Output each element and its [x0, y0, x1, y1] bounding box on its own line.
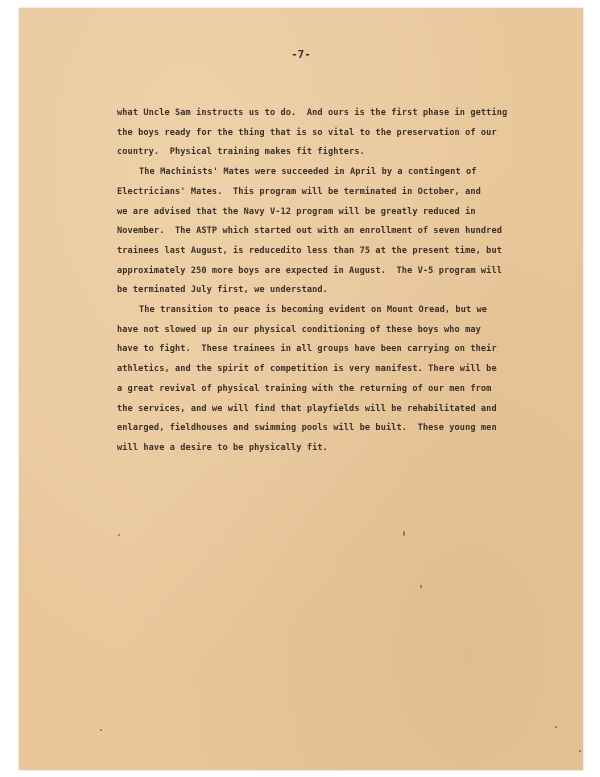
paper-speck — [403, 531, 405, 536]
text-line: the boys ready for the thing that is so vital to the preservation of our — [117, 127, 497, 138]
text-line: The transition to peace is becoming evident on Mount Oread, but we — [139, 305, 488, 316]
text-line: we are advised that the Navy V-12 program will be greatly reduced in — [117, 206, 476, 217]
text-line: approximately 250 more boys are expected in August. The V-5 program will — [117, 265, 502, 276]
text-line: November. The ASTP which started out with an enrollment of seven hundred — [117, 226, 502, 237]
text-line: what Uncle Sam instructs us to do. And ours is the first phase in getting — [117, 108, 508, 118]
paper-speck — [555, 726, 557, 728]
text-line: trainees last August, is reducedito less than 75 at the present time, but — [117, 245, 502, 256]
text-line: enlarged, fieldhouses and swimming pools will be built. These young men — [117, 423, 497, 434]
text-line: have to fight. These trainees in all groups have been carrying on their — [117, 344, 497, 355]
paper-speck — [579, 750, 581, 752]
text-line: country. Physical training makes fit fighters. — [117, 147, 365, 158]
page-number: -7- — [291, 48, 311, 61]
text-line: have not slowed up in our physical conditioning of these boys who may — [117, 324, 481, 335]
text-line: Electricians' Mates. This program will be terminated in October, and — [117, 186, 481, 197]
body-text — [117, 104, 567, 459]
text-line: a great revival of physical training with the returning of our men from — [117, 383, 492, 394]
paper-speck — [100, 729, 102, 731]
paper-speck — [420, 585, 422, 588]
text-line: the services, and we will find that playfields will be rehabilitated and — [117, 403, 497, 414]
text-line: be terminated July first, we understand. — [117, 285, 328, 296]
text-line: will have a desire to be physically fit. — [117, 442, 328, 453]
text-line: athletics, and the spirit of competition is very manifest. There will be — [117, 364, 497, 375]
paper-speck — [118, 534, 120, 536]
typewritten-page — [19, 8, 583, 770]
text-line: The Machinists' Mates were succeeded in April by a contingent of — [139, 167, 477, 178]
